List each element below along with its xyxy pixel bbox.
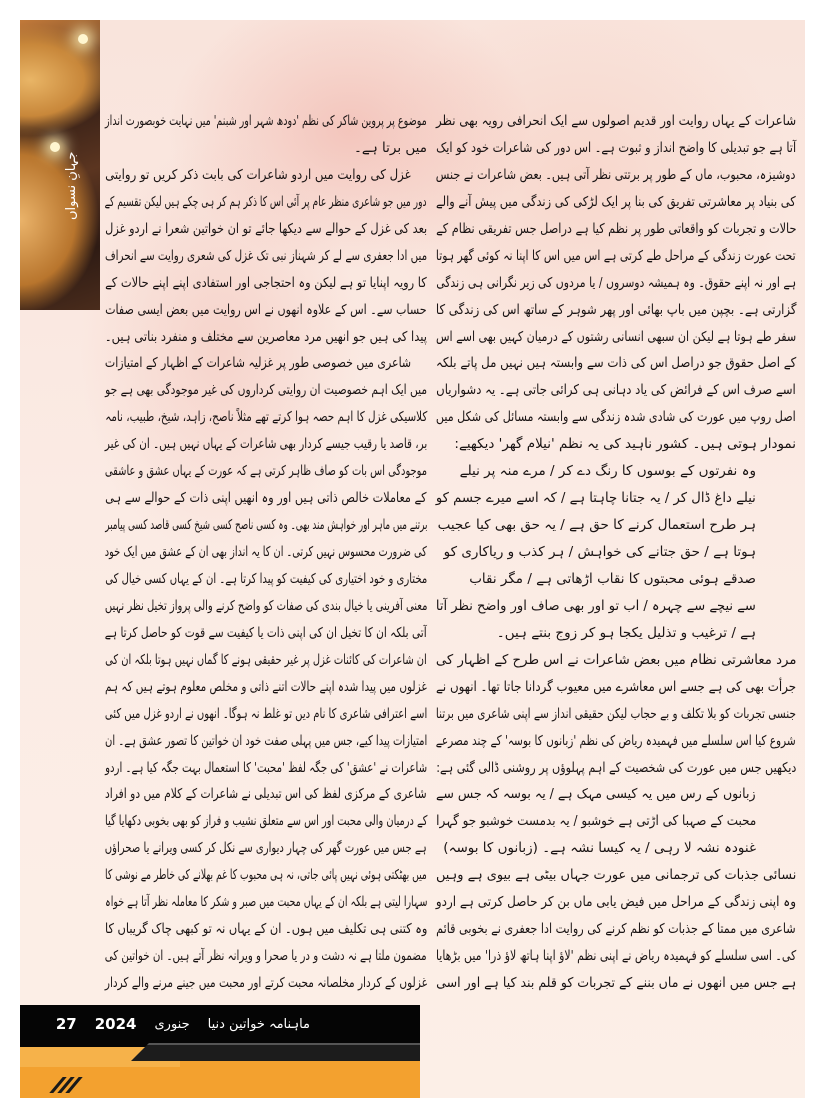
line-text: وہ نفرتوں کے بوسوں کا رنگ دے کر / مرے منہ پر نیلے <box>459 463 756 480</box>
line-text: کا رویہ اپنایا تو ہے لیکن وہ احتجاجی اور استفادی اپنے اپنے حالات کے <box>105 274 427 291</box>
line-text: دوشیزہ، محبوب، ماں کے طور پر برتتی نظر آتی ہیں۔ بعض شاعرات نے جنس <box>436 166 796 183</box>
line-text: میں برتا ہے۔ <box>354 139 427 156</box>
text-line <box>105 920 427 938</box>
line-text: آتی بلکہ ان کا تخیل ان کی اپنی ذات یا کیفیت سے قوت کو حاصل کرتا ہے <box>105 624 427 641</box>
text-line <box>436 301 796 319</box>
line-text: شاعرات کے یہاں روایت اور قدیم اصولوں سے ایک انحرافی رویہ بھی نظر <box>435 113 796 129</box>
line-text: زبانوں کے رس میں یہ کیسی مہک ہے / یہ بوسہ کہ جس سے <box>436 786 756 803</box>
section-label: جہانِ نسواں <box>64 151 79 220</box>
line-text: بعد کی غزل کے حوالے سے دیکھا جائے تو ان خواتین شعرا نے اردو غزل <box>105 220 427 237</box>
text-line <box>105 947 427 965</box>
text-line <box>105 651 427 669</box>
line-text: مضمون ملتا ہے نہ دشت و در یا صحرا و ویرانہ نظر آتے ہیں۔ ان خواتین کی <box>105 948 427 965</box>
poem-line <box>436 516 796 534</box>
line-text: اسے اعترافی شاعری کا نام دیں تو غلط نہ ہوگا۔ انھوں نے اردو غزل میں کئی <box>104 705 427 722</box>
line-text: دور میں جو شاعری منظر عام پر آئی اس کا ذکر ہم کر ہی چکے ہیں لیکن تقسیم کے <box>105 193 427 210</box>
line-text: پیدا کی ہیں جو انھیں مرد معاصرین سے مختلف و منفرد بناتی ہیں۔ <box>105 328 427 345</box>
text-line <box>105 462 427 480</box>
line-text: کی ضرورت محسوس نہیں کرتی۔ ان کا یہ انداز بھی ان کے عشق میں ایک خود <box>104 544 427 560</box>
sparkle-icon <box>50 142 60 152</box>
line-text: کی۔ اسی سلسلے کو فہمیدہ ریاض نے اپنی نظم 'لاؤ اپنا ہاتھ لاؤ ذرا' میں بڑھایا <box>435 948 796 965</box>
line-text: آتا ہے جو تبدیلی کا واضح انداز و ثبوت ہے۔ اس دور کی شاعرات خود کو ایک <box>435 139 796 156</box>
text-line <box>105 516 427 534</box>
text-line <box>436 866 796 884</box>
text-line <box>105 866 427 884</box>
text-line <box>105 139 427 157</box>
text-line <box>436 247 796 265</box>
issue-month: جنوری <box>154 1016 190 1032</box>
line-text: جرأت بھی کی ہے جسے اس معاشرے میں معیوب گردانا جاتا تھا۔ انھوں نے <box>435 678 796 695</box>
line-text: غزلوں میں پیدا شدہ اپنے حالات اتنے ذاتی و مخلص معلوم ہوتے ہیں کہ ہم <box>105 678 427 695</box>
line-text: میں بھٹکتی ہوئی نہیں پائی جاتی، نہ ہی محبوب کا غم بھلانے کی خاطر مے نوشی کا <box>105 867 427 884</box>
line-text: شروع کیا اس سلسلے میں فہمیدہ ریاض کی نظم 'زبانوں کا بوسہ' کے چند مصرعے <box>436 732 796 749</box>
text-line <box>105 974 427 992</box>
line-text: برتنے میں ماہر اور خواہش مند بھی۔ وہ کسی ناصح کسی شیخ کسی قاصد کسی پیامبر <box>104 517 427 534</box>
poem-line <box>436 597 796 615</box>
line-text: گزارتی ہے۔ بچپن میں باپ بھائی اور پھر شوہر کے ساتھ اس کی زندگی کا <box>435 301 796 318</box>
text-line <box>105 732 427 750</box>
line-text: غنودہ نشہ لا رہی / یہ کیسا نشہ ہے۔ (زبانوں کا بوسہ) <box>443 840 756 857</box>
text-line <box>436 920 796 938</box>
line-text: شاعری میں خصوصی طور پر غزلیہ شاعرات کے اظہار کے امتیازات <box>104 355 411 372</box>
line-text: ان شاعرات کی کائنات غزل پر غیر حقیقی ہونے کا گماں نہیں ہوتا بلکہ ان کی <box>105 651 427 668</box>
text-line <box>436 112 796 130</box>
text-line <box>105 705 427 723</box>
line-text: شاعرات نے 'عشق' کی جگہ لفظ 'محبت' کا استعمال بہت جگہ کیا ہے۔ اردو <box>104 759 427 776</box>
line-text: ہوتا ہے / حق جتانے کی خواہش / ہر کذب و ریاکاری کو <box>443 544 756 560</box>
line-text: حساب سے۔ اس کے علاوہ انھوں نے اس روایت میں بعض ایسی صفات <box>105 301 427 318</box>
text-line <box>436 408 796 426</box>
text-line <box>436 166 796 184</box>
footer-diagonal <box>131 1043 420 1061</box>
text-line <box>105 759 427 777</box>
text-line <box>105 597 427 615</box>
magazine-name: ماہنامہ خواتین دنیا <box>207 1016 310 1032</box>
line-text: صدقے ہوئی محبتوں کا نقاب اڑھاتی ہے / مگر نقاب <box>469 570 756 587</box>
poem-line <box>436 785 796 803</box>
text-line <box>105 220 427 238</box>
line-text: معنی آفرینی یا خیال بندی کی صفات کو واضح کرنے والی پرواز تخیل نظر نہیں <box>104 597 427 614</box>
line-text: جنسی تجربات کو بلا تکلف و بے حجاب لیکن حقیقی انداز سے اپنی شاعری میں برتنا <box>435 705 796 722</box>
text-line <box>105 247 427 265</box>
poem-line <box>436 462 796 480</box>
line-text: کے اصل حقوق جو دراصل اس کی ذات سے وابستہ ہیں نہیں مل پاتے بلکہ <box>435 355 796 372</box>
sparkle-icon <box>78 34 88 44</box>
line-text: نسائی جذبات کی ترجمانی میں عورت جہاں بیٹی ہے بیوی ہے وہیں <box>435 867 796 884</box>
line-text: حالات و تجربات کو واقعاتی طور پر نظم کیا ہے دراصل جس تفریقی نظام کے <box>435 220 796 237</box>
text-line <box>436 328 796 346</box>
page-footer <box>20 1005 420 1098</box>
magazine-page <box>20 20 805 1098</box>
text-line <box>105 678 427 696</box>
line-text: سفر طے ہوتا ہے لیکن ان سبھی انسانی رشتوں کے درمیان کہیں بھی اسے اس <box>435 328 796 345</box>
line-text: نیلے داغ ڈال کر / یہ جتانا چاہتا ہے / کہ اسے میرے جسم کو <box>436 490 756 507</box>
text-line <box>436 354 796 372</box>
line-text: بر، قاصد یا رقیب جیسے کردار بھی شاعرات کے یہاں نہیں ہیں۔ ان کی غیر <box>104 436 427 453</box>
text-line <box>436 974 796 992</box>
text-line <box>436 947 796 965</box>
text-line <box>105 193 427 211</box>
text-line <box>105 543 427 561</box>
text-line <box>436 705 796 723</box>
text-line <box>436 732 796 750</box>
line-text: ہے / ترغیب و تذلیل یکجا ہو کر زوج بنتے ہیں۔ <box>496 624 756 641</box>
text-line <box>105 489 427 507</box>
issue-year: 2024 <box>94 1015 137 1033</box>
line-text: ہر طرح استعمال کرنے کا حق ہے / یہ حق بھی کیا عجیب <box>437 517 756 534</box>
text-line <box>105 274 427 292</box>
text-line <box>105 839 427 857</box>
line-text: شاعری میں ممتا کے جذبات کو نظم کرنے کی روایت ادا جعفری نے بخوبی قائم <box>436 921 796 938</box>
footer-caption <box>56 1015 310 1033</box>
text-line <box>105 301 427 319</box>
text-line <box>436 435 796 453</box>
line-text: سہارا لیتی ہے بلکہ ان کے یہاں محبت میں صبر و شکر کا معاملہ نظر آتا ہے خواہ <box>104 894 427 911</box>
text-line <box>105 812 427 830</box>
text-line <box>436 193 796 211</box>
text-line <box>105 435 427 453</box>
text-line <box>436 893 796 911</box>
line-text: کے درمیان والی محبت اور اس سے متعلق نشیب و فراز کو بھی بخوبی دکھایا گیا <box>104 813 427 830</box>
text-line <box>436 381 796 399</box>
text-line <box>105 354 427 372</box>
line-text: موجودگی اس بات کو صاف ظاہر کرتی ہے کہ عورت کے یہاں عشق و عاشقی <box>104 463 427 480</box>
line-text: مختاری و خود اختیاری کی کیفیت کو پیدا کرتا ہے۔ ان کے یہاں کسی خیال کی <box>104 570 427 587</box>
line-text: محبت کے صہبا کی اڑتی ہے خوشبو / یہ بدمست خوشبو جو گہرا <box>435 813 756 830</box>
line-text: ہے اور نہ اپنے حقوق۔ وہ ہمیشہ دوسروں / یا مردوں کی زیر نگرانی ہی زندگی <box>436 274 796 291</box>
poem-line <box>436 812 796 830</box>
poem-line <box>436 543 796 561</box>
line-text: ہے جس میں عورت گھر کی چہار دیواری سے نکل کر کسی ویرانے یا صحراؤں <box>105 840 427 857</box>
text-line <box>436 139 796 157</box>
line-text: دیکھیں جس میں عورت کی شخصیت کے اہم پہلوؤں پر روشنی ڈالی گئی ہے: <box>435 759 796 776</box>
line-text: اسے صرف اس کے فرائض کی یاد دہانی ہی کرائی جاتی ہے۔ یہ دشواریاں <box>436 382 796 399</box>
text-line <box>105 112 427 130</box>
line-text: وہ کتنی ہی تکلیف میں ہوں۔ ان کے یہاں نہ تو کبھی چاک گریباں کا <box>104 921 427 938</box>
line-text: کے معاملات خالص ذاتی ہیں اور وہ انھیں اپنی ذات کے حوالے سے ہی <box>105 490 427 507</box>
line-text: غزل کی روایت میں اردو شاعرات کی بابت ذکر کریں تو روایتی <box>105 166 411 183</box>
right-text-column <box>436 112 796 992</box>
page-number: 27 <box>55 1015 77 1033</box>
line-text: امتیازات پیدا کیے، جس میں پہلی صفت خود ان خواتین کا تصور عشق ہے۔ ان <box>104 732 427 749</box>
line-text: وہ اپنی زندگی کے مراحل میں فیض یابی ماں بن کر حاصل کرتی ہے اردو <box>435 894 796 911</box>
left-text-column <box>105 112 427 992</box>
poem-line <box>436 570 796 588</box>
line-text: ہے جس میں انھوں نے ماں بننے کے تجربات کو قلم بند کیا ہے اور اسی <box>435 975 796 991</box>
line-text: موضوع پر پروین شاکر کی نظم 'دودھ شہر اور شبنم' میں نہایت خوبصورت انداز <box>105 113 427 129</box>
text-line <box>105 624 427 642</box>
text-line <box>105 408 427 426</box>
line-text: میں ایک اہم خصوصیت ان روایتی کرداروں کی غیر موجودگی بھی ہے جو <box>104 382 427 399</box>
line-text: غزلوں کے کردار مخلصانہ محبت کرتے اور محبت میں جینے مرنے والے کردار <box>104 975 427 991</box>
line-text: میں ادا جعفری سے لے کر شہناز نبی تک غزل کی شعری روایت سے انحراف <box>104 247 427 264</box>
poem-line <box>436 839 796 857</box>
line-text: نمودار ہوتی ہیں۔ کشور ناہید کی یہ نظم 'نیلام گھر' دیکھیے: <box>454 436 796 453</box>
text-line <box>436 759 796 777</box>
text-line <box>105 166 427 184</box>
text-line <box>105 570 427 588</box>
text-line <box>105 893 427 911</box>
text-line <box>105 328 427 346</box>
text-line <box>436 274 796 292</box>
poem-line <box>436 489 796 507</box>
line-text: اصل روپ میں عورت کی شادی شدہ زندگی سے وابستہ مسائل کی شکل میں <box>436 409 796 426</box>
text-line <box>105 785 427 803</box>
poem-line <box>436 624 796 642</box>
text-line <box>436 678 796 696</box>
line-text: کی بنیاد پر معاشرتی تفریق کی بنا پر ایک لڑکی کی زندگی میں پیش آنے والے <box>436 193 796 210</box>
line-text: شاعری کے مرکزی لفظ کی اس تبدیلی نے شاعرات کے کلام میں دو افراد <box>105 786 427 803</box>
text-line <box>436 220 796 238</box>
line-text: کلاسیکی غزل کا اہم حصہ ہوا کرتے تھے مثلاً ناصح، زاہد، شیخ، طبیب، نامہ <box>105 409 427 426</box>
line-text: مرد معاشرتی نظام میں بعض شاعرات نے اس طرح کے اظہار کی <box>435 651 796 668</box>
text-line <box>436 651 796 669</box>
text-line <box>105 381 427 399</box>
line-text: تحت عورت زندگی کے مراحل طے کرتی ہے اس میں اس کا اپنا نہ کوئی گھر ہوتا <box>436 247 796 264</box>
line-text: سے نیچے سے چہرہ / اب تو اور بھی صاف اور واضح نظر آتا <box>436 597 756 614</box>
